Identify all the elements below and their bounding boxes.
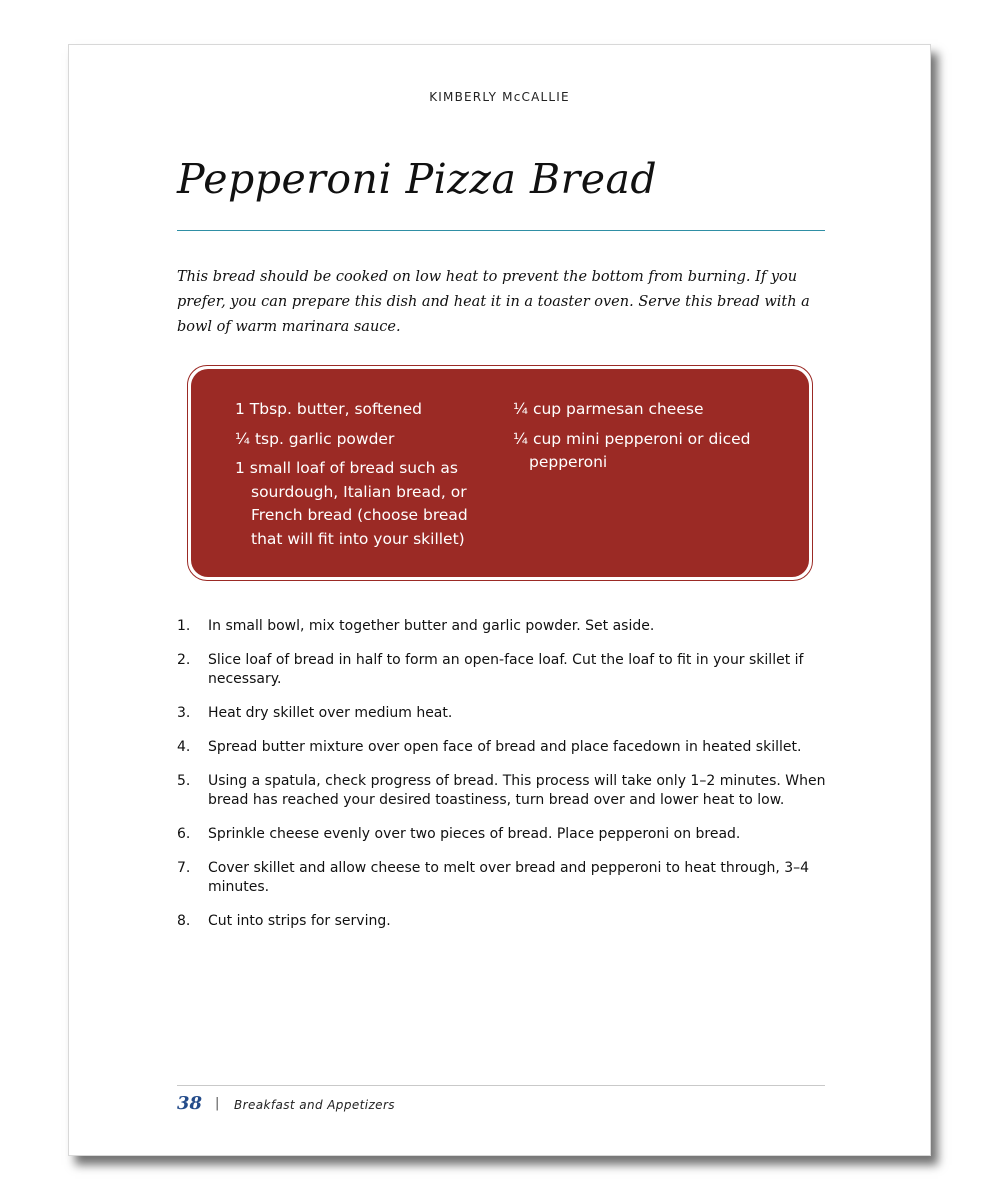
- step-number: 6.: [177, 826, 191, 842]
- ingredient-item: 1 small loaf of bread such as sourdough, Italian bread, or French bread (choose bread that will fit into your skillet): [235, 459, 468, 548]
- ingredients-box: [187, 365, 813, 581]
- ingredients-left-column: [235, 398, 490, 557]
- step-number: 1.: [177, 618, 191, 634]
- instruction-step: [177, 859, 832, 897]
- ingredient-item: ¼ cup mini pepperoni or diced pepperoni: [513, 429, 751, 471]
- instruction-step: [177, 825, 832, 844]
- ingredients-panel: [191, 369, 809, 577]
- instruction-step: [177, 651, 832, 689]
- footer-separator: |: [215, 1096, 220, 1111]
- ingredient-item: ¼ cup parmesan cheese: [513, 400, 704, 418]
- step-number: 3.: [177, 705, 191, 721]
- page-number: 38: [177, 1093, 203, 1114]
- running-head-author: KIMBERLY McCALLIE: [429, 90, 570, 104]
- step-text: Slice loaf of bread in half to form an open-face loaf. Cut the loaf to fit in your skillet if necessary.: [208, 652, 804, 687]
- step-text: Cover skillet and allow cheese to melt over bread and pepperoni to heat through, 3–4 minutes.: [208, 860, 810, 895]
- instruction-step: [177, 617, 832, 636]
- step-number: 8.: [177, 913, 191, 929]
- instruction-step: [177, 912, 832, 931]
- instruction-step: [177, 772, 832, 810]
- ingredient-item: 1 Tbsp. butter, softened: [235, 400, 422, 418]
- step-text: Using a spatula, check progress of bread. This process will take only 1–2 minutes. When bread has reached your desired toastiness, turn bread over and lower heat to low.: [208, 773, 826, 808]
- instructions-list: [177, 617, 832, 946]
- section-name: Breakfast and Appetizers: [234, 1098, 395, 1112]
- recipe-title: Pepperoni Pizza Bread: [177, 155, 658, 203]
- step-text: Cut into strips for serving.: [208, 913, 391, 929]
- instruction-step: [177, 738, 832, 757]
- footer-divider: [177, 1085, 825, 1086]
- ingredient-item: ¼ tsp. garlic powder: [235, 429, 395, 448]
- step-text: Heat dry skillet over medium heat.: [208, 705, 453, 721]
- step-text: In small bowl, mix together butter and garlic powder. Set aside.: [208, 618, 655, 634]
- step-text: Sprinkle cheese evenly over two pieces of bread. Place pepperoni on bread.: [208, 826, 741, 842]
- step-number: 7.: [177, 860, 191, 876]
- book-page: [68, 44, 931, 1156]
- recipe-intro: This bread should be cooked on low heat to prevent the bottom from burning. If you prefer, you can prepare this dish and heat it in a toaster oven. Serve this bread with a bowl of warm marinara sauce.: [177, 269, 810, 335]
- title-divider: [177, 230, 825, 231]
- step-number: 2.: [177, 652, 191, 668]
- step-text: Spread butter mixture over open face of bread and place facedown in heated skillet.: [208, 739, 802, 755]
- step-number: 5.: [177, 773, 191, 789]
- ingredients-right-column: [513, 398, 783, 481]
- instruction-step: [177, 704, 832, 723]
- step-number: 4.: [177, 739, 191, 755]
